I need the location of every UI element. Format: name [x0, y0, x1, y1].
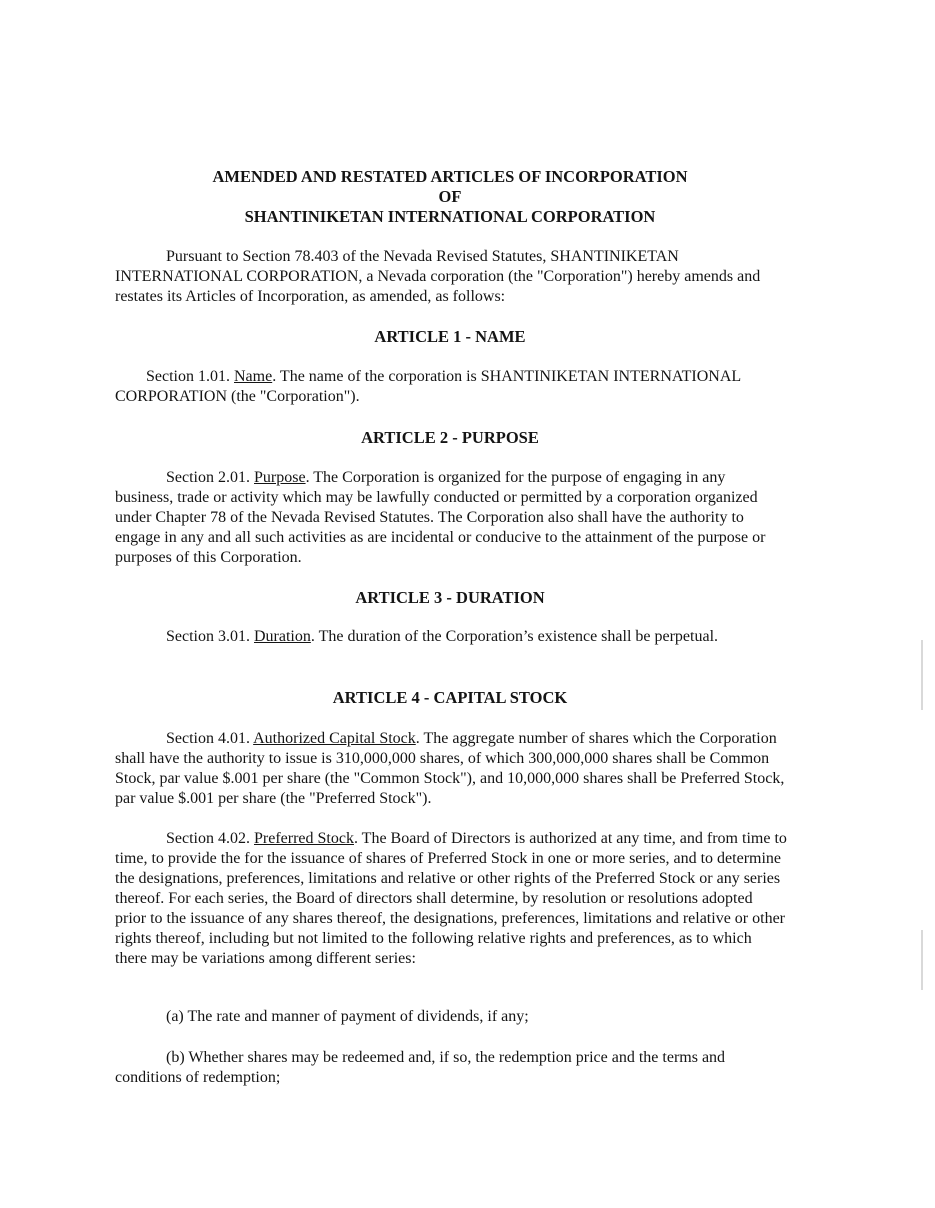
section-3-01 — [115, 627, 787, 647]
article-3-heading: ARTICLE 3 - DURATION — [355, 588, 545, 607]
section-4-01-title: Authorized Capital Stock — [253, 730, 416, 747]
title-line-1: AMENDED AND RESTATED ARTICLES OF INCORPORATION — [212, 167, 688, 186]
title-line-2: OF — [438, 187, 462, 206]
section-2-01 — [115, 468, 787, 568]
article-4-heading: ARTICLE 4 - CAPITAL STOCK — [332, 688, 568, 707]
section-1-01-number: Section 1.01. — [146, 368, 230, 385]
section-3-01-text: . The duration of the Corporation’s existence shall be perpetual. — [310, 628, 719, 645]
title-line-3: SHANTINIKETAN INTERNATIONAL CORPORATION — [244, 207, 656, 226]
section-2-01-title: Purpose — [254, 469, 306, 486]
document-title — [0, 167, 900, 227]
section-4-01-text: . The aggregate number of shares which the Corporation shall have the authority to issue is 310,000,000 shares, of which 300,000,000 shares shall be Common Stock, par value $.001 per share (the "Common Stock"), and 10,000,000 shares shall be Preferred Stock, par value $.001 per share (the "Preferred Stock"). — [115, 730, 785, 807]
preamble-paragraph — [115, 247, 787, 307]
section-2-01-text: . The Corporation is organized for the purpose of engaging in any business, trade or activity which may be lawfully conducted or permitted by a corporation organized under Chapter 78 of the Nevada Revised Statutes. The Corporation also shall have the authority to engage in any and all such activities as are incidental or conducive to the attainment of the purpose or purposes of this Corporation. — [115, 469, 766, 566]
section-4-02-number: Section 4.02. — [166, 830, 250, 847]
item-a-text: (a) The rate and manner of payment of dividends, if any; — [166, 1008, 529, 1025]
scan-edge-mark — [921, 640, 923, 710]
section-4-02-title: Preferred Stock — [254, 830, 354, 847]
section-3-01-number: Section 3.01. — [166, 628, 250, 645]
scan-edge-mark-lower — [921, 930, 923, 990]
item-b — [115, 1048, 787, 1088]
section-2-01-number: Section 2.01. — [166, 469, 250, 486]
section-1-01-text: . The name of the corporation is SHANTINIKETAN INTERNATIONAL CORPORATION (the "Corporation"). — [115, 368, 741, 405]
item-b-text: (b) Whether shares may be redeemed and, if so, the redemption price and the terms and conditions of redemption; — [115, 1049, 726, 1086]
section-1-01-title: Name — [234, 368, 273, 385]
section-4-02 — [115, 829, 787, 969]
section-4-01-number: Section 4.01. — [166, 730, 250, 747]
article-1-heading: ARTICLE 1 - NAME — [374, 327, 526, 346]
section-4-02-text: . The Board of Directors is authorized at any time, and from time to time, to provide the for the issuance of shares of Preferred Stock in one or more series, and to determine the designations, preferences, limitations and relative or other rights of the Preferred Stock or any series thereof. For each series, the Board of directors shall determine, by resolution or resolutions adopted prior to the issuance of any shares thereof, the designations, preferences, limitations and relative or other rights thereof, including but not limited to the following relative rights and preferences, as to which there may be variations among different series: — [115, 830, 787, 967]
article-2-heading: ARTICLE 2 - PURPOSE — [361, 428, 539, 447]
section-4-01 — [115, 729, 787, 809]
section-3-01-title: Duration — [254, 628, 311, 645]
item-a — [115, 1007, 787, 1027]
preamble-text: Pursuant to Section 78.403 of the Nevada Revised Statutes, SHANTINIKETAN INTERNATIONAL CORPORATION, a Nevada corporation (the "Corporation") hereby amends and restates its Articles of Incorporation, as amended, as follows: — [115, 248, 761, 305]
section-1-01 — [115, 367, 787, 407]
